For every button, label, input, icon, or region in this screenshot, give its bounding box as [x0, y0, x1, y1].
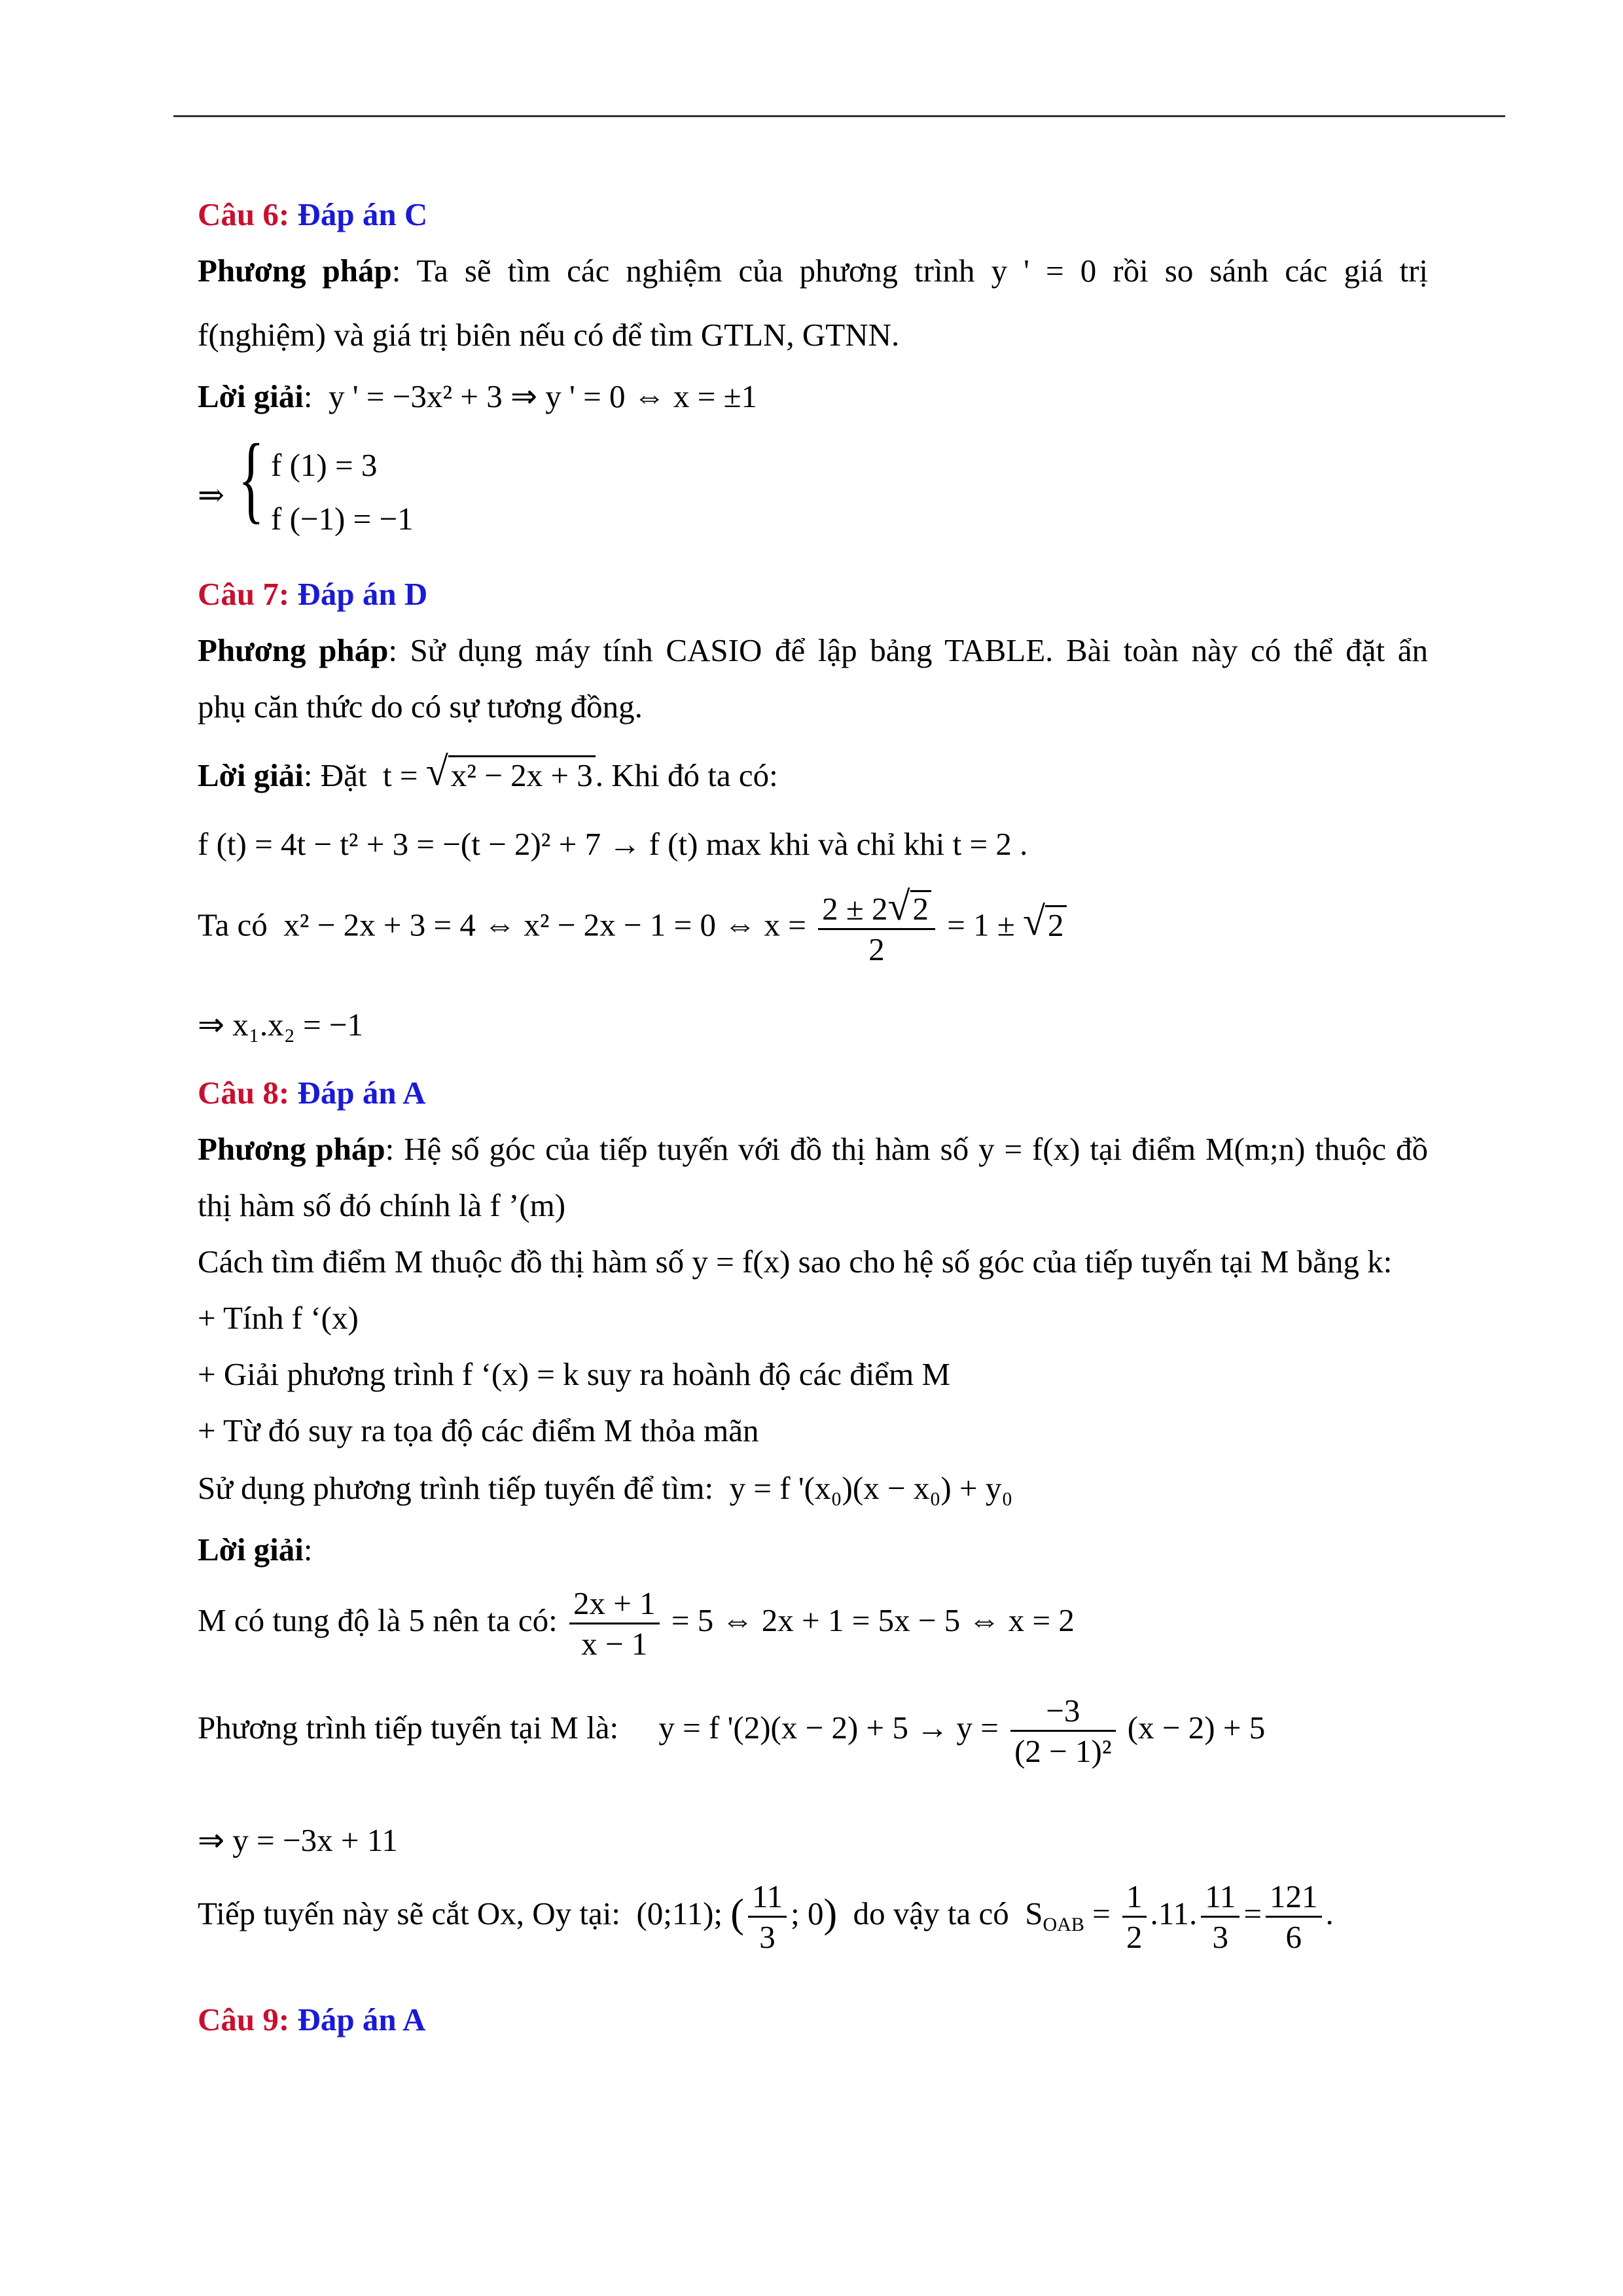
- q7-eq-right: = 1 ±: [947, 906, 1015, 943]
- q8-pt-den: (2 − 1)²: [1014, 1733, 1112, 1770]
- q6-method-line1: [198, 253, 1428, 289]
- q8-pt-line: [198, 1694, 1265, 1768]
- q7-equation: [198, 884, 1067, 968]
- q8-area-s: S: [1025, 1895, 1043, 1932]
- q6-heading: [198, 196, 427, 233]
- q8-heading: [198, 1075, 426, 1111]
- q6-method-text1: : Ta sẽ tìm các nghiệm của phương trình y ' = 0 rồi so sánh các giá trị: [391, 253, 1428, 289]
- q8-result: ⇒ y = −3x + 11: [198, 1822, 398, 1858]
- q8-find-line: Cách tìm điểm M thuộc đồ thị hàm số y = f(x) sao cho hệ số góc của tiếp tuyến tại M bằng k:: [198, 1244, 1393, 1280]
- q7-answer: Đáp án D: [297, 576, 428, 612]
- q8-f3-num: 121: [1266, 1880, 1322, 1918]
- q6-number: Câu 6:: [198, 196, 290, 232]
- q8-use-text: Sử dụng phương trình tiếp tuyến để tìm:: [198, 1470, 714, 1506]
- q7-frac-num: 2 ± 2: [822, 891, 888, 927]
- q6-method-label: Phương pháp: [198, 253, 392, 289]
- q7-solution: [198, 749, 778, 794]
- q8-m-fraction: [569, 1587, 660, 1661]
- q8-m-num: 2x + 1: [569, 1587, 660, 1624]
- q7-method-line1: [198, 632, 1428, 669]
- q9-heading: [198, 2001, 426, 2038]
- q8-area-mid: .11.: [1150, 1895, 1198, 1932]
- q6-sol-math: y ' = −3x² + 3 ⇒ y ' = 0 ⇔ x = ±1: [329, 378, 757, 414]
- q8-area-sub: OAB: [1043, 1914, 1084, 1936]
- q6-implies: ⇒: [198, 477, 225, 513]
- q8-answer: Đáp án A: [297, 1075, 426, 1111]
- q8-sol-line: [198, 1532, 313, 1568]
- q8-method-label: Phương pháp: [198, 1131, 385, 1167]
- q8-sol-colon: :: [303, 1532, 313, 1568]
- q7-eq-right-sqrt: √ 2: [1023, 905, 1067, 944]
- q8-cut-point1: (0;11);: [636, 1895, 723, 1932]
- q8-f3-den: 6: [1285, 1919, 1302, 1956]
- q8-area-frac3: [1266, 1880, 1322, 1954]
- q8-m-line: [198, 1587, 1075, 1661]
- q7-line-ft: f (t) = 4t − t² + 3 = −(t − 2)² + 7 → f (t) max khi và chỉ khi t = 2 .: [198, 826, 1028, 862]
- q7-sol-label: Lời giải: [198, 757, 304, 793]
- q8-use-line: [198, 1470, 1012, 1507]
- q6-sys-line2: f (−1) = −1: [271, 501, 414, 537]
- q7-sol-t: t =: [383, 757, 418, 793]
- q7-frac-num-rad: 2: [910, 890, 932, 925]
- q7-radicand: x² − 2x + 3: [448, 755, 596, 794]
- q8-cut-line: Tiếp tuyến này sẽ cắt Ox, Oy tại: (0;11); ( $\frac{11}{3}$ ; 0) do vậy ta có $S_{OAB}$ = $\frac{1}{2}$ .11. $\frac{11}{3}$ = $\frac{121}{6}$ .: [198, 1878, 1334, 1956]
- q6-brace: {: [238, 424, 264, 533]
- q8-cut-p2-tail: ; 0: [791, 1895, 824, 1932]
- q6-answer: Đáp án C: [297, 196, 428, 232]
- q8-m-den: x − 1: [581, 1626, 648, 1662]
- q7-method-label: Phương pháp: [198, 632, 389, 668]
- q8-step1: + Tính f ‘(x): [198, 1300, 359, 1336]
- q8-f2-num: 11: [1201, 1880, 1240, 1918]
- q8-cut-mid: do vậy ta có: [853, 1895, 1009, 1932]
- q8-cut-num: 11: [748, 1880, 787, 1918]
- q8-use-math: y = f '(x₀)(x − x₀) + y₀: [729, 1470, 1013, 1506]
- q8-number: Câu 8:: [198, 1075, 290, 1111]
- q8-m-rest: = 5 ⇔ 2x + 1 = 5x − 5 ⇔ x = 2: [671, 1602, 1075, 1639]
- q9-answer: Đáp án A: [297, 2001, 426, 2037]
- q7-frac-den: 2: [868, 931, 885, 968]
- q7-taco: Ta có: [198, 906, 268, 943]
- q8-area-frac2: [1201, 1880, 1240, 1954]
- q8-m-text: M có tung độ là 5 nên ta có:: [198, 1602, 558, 1639]
- q8-pt-text: Phương trình tiếp tuyến tại M là:: [198, 1710, 619, 1746]
- q8-step3: + Từ đó suy ra tọa độ các điểm M thỏa mãn: [198, 1412, 759, 1448]
- q7-eq-right-rad: 2: [1045, 905, 1067, 944]
- q8-step2: + Giải phương trình f ‘(x) = k suy ra hoành độ các điểm M: [198, 1356, 951, 1392]
- q8-pt-num: −3: [1010, 1694, 1115, 1732]
- q8-method-line1: [198, 1131, 1428, 1168]
- q7-product: ⇒ x₁.x₂ = −1: [198, 1007, 363, 1043]
- q6-solution: Lời giải: y ' = −3x² + 3 ⇒ y ' = 0 ⇔ x = ±1: [198, 378, 757, 414]
- q7-sol-text: : Đặt: [303, 757, 367, 793]
- q7-sol-after: . Khi đó ta có:: [595, 757, 778, 793]
- q6-sys-line1: f (1) = 3: [271, 447, 378, 483]
- q8-method-line2: thị hàm số đó chính là f ’(m): [198, 1187, 566, 1223]
- q7-eq-left: x² − 2x + 3 = 4 ⇔ x² − 2x − 1 = 0 ⇔ x =: [283, 906, 806, 943]
- q7-method-text1: : Sử dụng máy tính CASIO để lập bảng TABLE. Bài toàn này có thể đặt ẩn: [388, 632, 1428, 668]
- q7-method-line2: phụ căn thức do có sự tương đồng.: [198, 689, 643, 725]
- q7-sqrt: √ x² − 2x + 3: [426, 755, 596, 794]
- q8-f1-den: 2: [1126, 1919, 1143, 1956]
- q8-pt-fraction: [1010, 1694, 1115, 1768]
- q6-sol-label: Lời giải: [198, 378, 304, 414]
- q8-sol-label: Lời giải: [198, 1532, 304, 1568]
- header-rule: [173, 115, 1505, 117]
- q8-pt-rest: (x − 2) + 5: [1127, 1710, 1266, 1746]
- q7-root-fraction: 2 ± 2 √ 2 2: [818, 890, 935, 967]
- q8-area-frac1: [1122, 1880, 1147, 1954]
- q8-f2-den: 3: [1212, 1919, 1229, 1956]
- q8-pt-math: y = f '(2)(x − 2) + 5 → y =: [658, 1710, 999, 1746]
- q7-number: Câu 7:: [198, 576, 290, 612]
- q7-heading: [198, 576, 427, 613]
- q6-method-line2: f(nghiệm) và giá trị biên nếu có để tìm GTLN, GTNN.: [198, 317, 900, 353]
- q8-f1-num: 1: [1122, 1880, 1147, 1918]
- q8-cut-fraction: [748, 1880, 787, 1954]
- q8-method-text1: : Hệ số góc của tiếp tuyến với đồ thị hàm số y = f(x) tại điểm M(m;n) thuộc đồ: [385, 1131, 1428, 1167]
- q8-cut-text: Tiếp tuyến này sẽ cắt Ox, Oy tại:: [198, 1895, 620, 1932]
- q9-number: Câu 9:: [198, 2001, 290, 2037]
- q8-cut-den: 3: [759, 1919, 776, 1956]
